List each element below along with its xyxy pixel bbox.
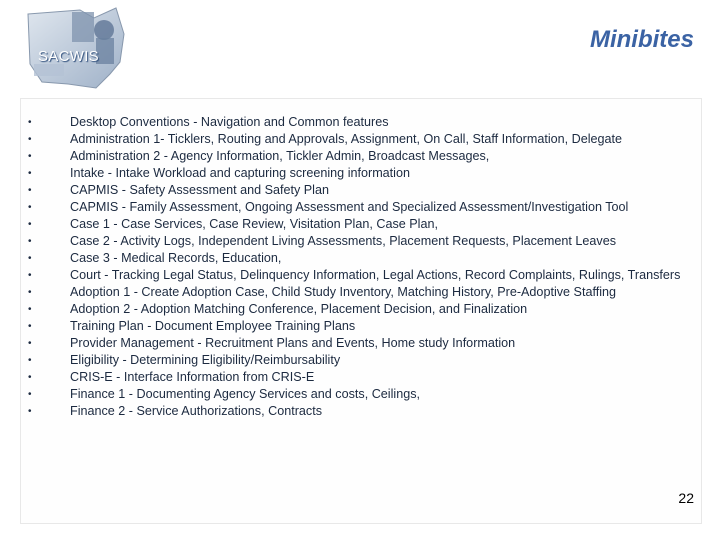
bullet-icon: •	[28, 201, 32, 213]
page-number: 22	[678, 490, 694, 506]
topic-item	[22, 116, 682, 130]
topic-item	[22, 167, 682, 181]
topic-text: CRIS-E - Interface Information from CRIS-E	[70, 369, 315, 384]
topic-item	[22, 184, 682, 198]
topic-item	[22, 269, 682, 283]
topic-item	[22, 201, 682, 215]
bullet-icon: •	[28, 303, 32, 315]
bullet-icon: •	[28, 218, 32, 230]
topic-text: Finance 2 - Service Authorizations, Contracts	[70, 403, 322, 418]
bullet-icon: •	[28, 405, 32, 417]
bullet-icon: •	[28, 167, 32, 179]
bullet-icon: •	[28, 133, 32, 145]
topic-item	[22, 150, 682, 164]
topic-text: CAPMIS - Family Assessment, Ongoing Assessment and Specialized Assessment/Investigation Tool	[70, 199, 629, 214]
bullet-icon: •	[28, 354, 32, 366]
topic-item	[22, 133, 682, 147]
bullet-icon: •	[28, 150, 32, 162]
slide-title: Minibites	[589, 26, 694, 53]
topic-text: Case 2 - Activity Logs, Independent Living Assessments, Placement Requests, Placement Leaves	[70, 233, 617, 248]
topic-item	[22, 303, 682, 317]
topic-item	[22, 337, 682, 351]
topic-text: Administration 2 - Agency Information, Tickler Admin, Broadcast Messages,	[70, 148, 490, 163]
bullet-icon: •	[28, 320, 32, 332]
topic-text: Administration 1- Ticklers, Routing and Approvals, Assignment, On Call, Staff Information, Delegate	[70, 131, 623, 146]
topic-item	[22, 320, 682, 334]
sacwis-logo	[20, 4, 132, 92]
bullet-icon: •	[28, 235, 32, 247]
topic-text: Adoption 1 - Create Adoption Case, Child Study Inventory, Matching History, Pre-Adoptive Staffing	[70, 284, 617, 299]
topic-text: Finance 1 - Documenting Agency Services and costs, Ceilings,	[70, 386, 420, 401]
topic-item	[22, 218, 682, 232]
topic-text: Training Plan - Document Employee Training Plans	[70, 318, 356, 333]
logo-text: SACWIS	[38, 48, 99, 65]
topic-item	[22, 371, 682, 385]
topic-text: Case 1 - Case Services, Case Review, Visitation Plan, Case Plan,	[70, 216, 438, 231]
topic-text: Desktop Conventions - Navigation and Common features	[70, 115, 389, 129]
topic-list	[22, 116, 682, 422]
bullet-icon: •	[28, 117, 32, 128]
topic-item	[22, 252, 682, 266]
topic-item	[22, 235, 682, 249]
topic-item	[22, 405, 682, 419]
topic-item	[22, 354, 682, 368]
topic-text: Eligibility - Determining Eligibility/Reimbursability	[70, 352, 341, 367]
topic-text: Court - Tracking Legal Status, Delinquency Information, Legal Actions, Record Complaints, Rulings, Transfers	[70, 267, 681, 282]
topic-text: Intake - Intake Workload and capturing screening information	[70, 165, 410, 180]
bullet-icon: •	[28, 286, 32, 298]
bullet-icon: •	[28, 252, 32, 264]
bullet-icon: •	[28, 184, 32, 196]
bullet-icon: •	[28, 337, 32, 349]
bullet-icon: •	[28, 269, 32, 281]
topic-text: Case 3 - Medical Records, Education,	[70, 250, 282, 265]
bullet-icon: •	[28, 388, 32, 400]
topic-item	[22, 388, 682, 402]
topic-text: CAPMIS - Safety Assessment and Safety Plan	[70, 182, 329, 197]
bullet-icon: •	[28, 371, 32, 383]
topic-item	[22, 286, 682, 300]
topic-text: Adoption 2 - Adoption Matching Conference, Placement Decision, and Finalization	[70, 301, 528, 316]
topic-text: Provider Management - Recruitment Plans and Events, Home study Information	[70, 335, 516, 350]
